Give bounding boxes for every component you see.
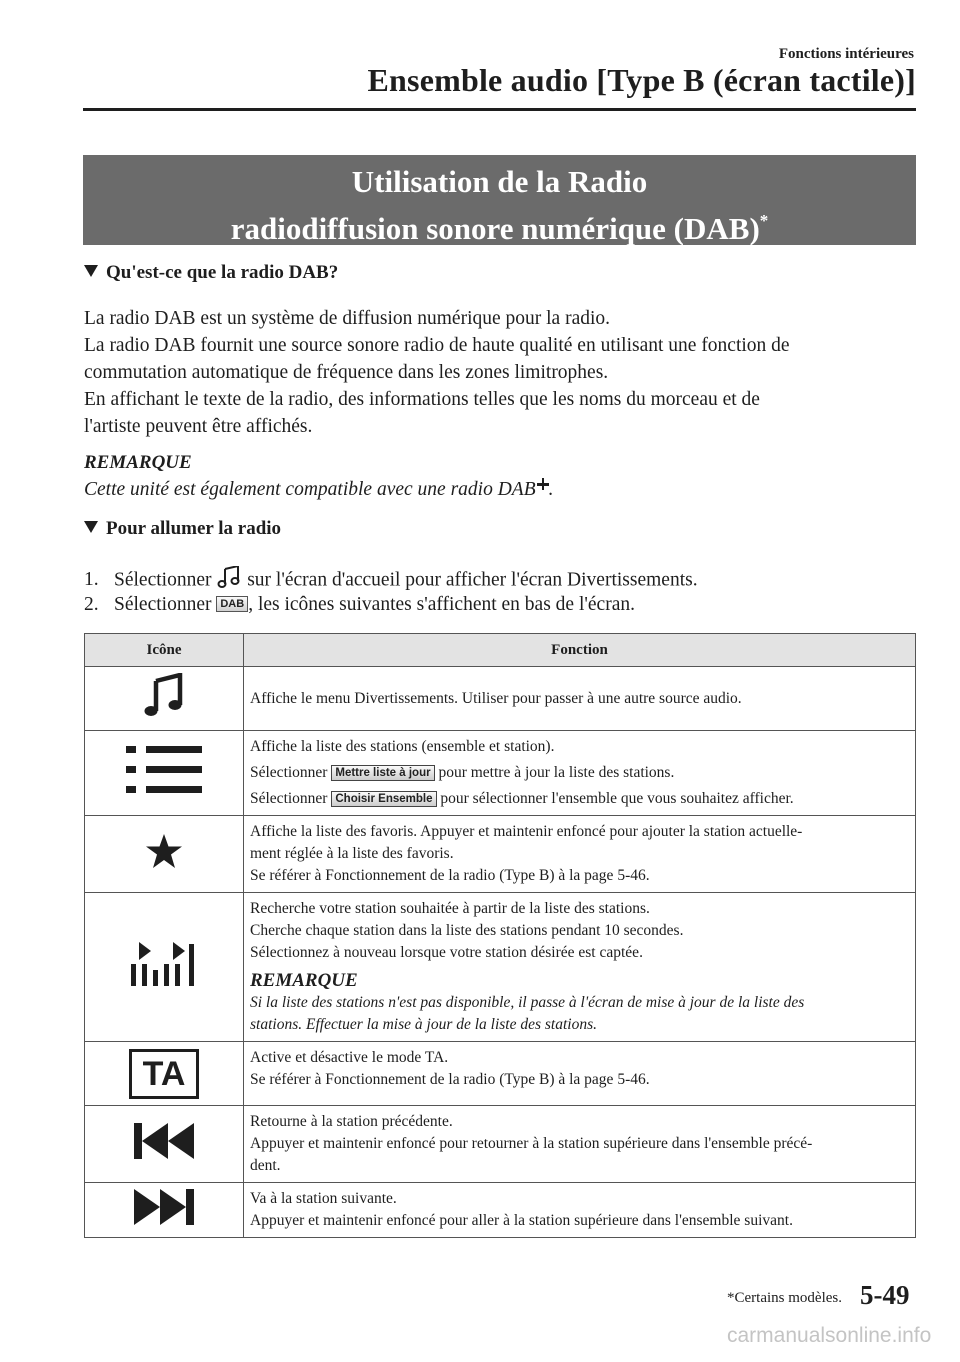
table-header-row <box>85 634 916 667</box>
intro-line: La radio DAB fournit une source sonore radio de haute qualité en utilisant une fonction de <box>84 335 790 356</box>
intro-line: l'artiste peuvent être affichés. <box>84 416 313 437</box>
step-text: Sélectionner <box>114 569 212 591</box>
remark-title: REMARQUE <box>84 452 192 473</box>
intro-line: La radio DAB est un système de diffusion numérique pour la radio. <box>84 308 611 329</box>
step-number: 1. <box>84 569 99 591</box>
column-header-function: Fonction <box>244 634 916 667</box>
function-text: Sélectionner <box>250 790 328 807</box>
function-line: Va à la station suivante. <box>250 1190 397 1207</box>
step-number: 2. <box>84 594 99 615</box>
skip-next-icon <box>85 1183 244 1238</box>
table-row <box>85 1106 916 1183</box>
function-line: Se référer à Fonctionnement de la radio (Type B) à la page 5-46. <box>250 867 650 884</box>
dab-button-image: DAB <box>216 596 248 612</box>
function-line: Cherche chaque station dans la liste des stations pendant 10 secondes. <box>250 922 684 939</box>
remark-line: Si la liste des stations n'est pas disponible, il passe à l'écran de mise à jour de la liste des <box>250 994 805 1011</box>
function-line: Appuyer et maintenir enfoncé pour retourner à la station supérieure dans l'ensemble précé- <box>250 1135 813 1152</box>
function-line: Se référer à Fonctionnement de la radio (Type B) à la page 5-46. <box>250 1071 650 1088</box>
remark-line: stations. Effectuer la mise à jour de la liste des stations. <box>250 1016 598 1033</box>
update-list-button-image: Mettre liste à jour <box>331 765 434 781</box>
table-row <box>85 816 916 893</box>
intro-line: commutation automatique de fréquence dans les zones limitrophes. <box>84 362 609 383</box>
function-text: pour mettre à jour la liste des stations. <box>438 764 675 781</box>
heading-turn-on-radio-text: Pour allumer la radio <box>106 518 282 539</box>
page-title: Ensemble audio [Type B (écran tactile)] <box>367 62 916 98</box>
ta-icon-label: TA <box>129 1049 199 1099</box>
step-text: Sélectionner <box>114 594 212 615</box>
header-rule <box>83 108 916 111</box>
function-cell <box>244 1106 916 1183</box>
heading-what-is-dab-text: Qu'est-ce que la radio DAB? <box>106 262 339 283</box>
page-number: 5-49 <box>860 1280 910 1310</box>
step-1 <box>84 566 698 596</box>
function-line: Affiche la liste des stations (ensemble et station). <box>250 738 555 755</box>
intro-paragraph <box>84 305 924 440</box>
table-row <box>85 1183 916 1238</box>
banner-line2 <box>83 201 916 249</box>
banner-line2-text: radiodiffusion sonore numérique (DAB) <box>230 211 760 246</box>
step-text: sur l'écran d'accueil pour afficher l'écran Divertissements. <box>247 569 698 591</box>
heading-what-is-dab <box>84 262 338 284</box>
table-row <box>85 667 916 731</box>
step-2 <box>84 594 635 616</box>
scan-icon <box>85 893 244 1042</box>
function-line: Sélectionnez à nouveau lorsque votre station désirée est captée. <box>250 944 643 961</box>
music-note-icon <box>216 566 242 596</box>
table-row <box>85 893 916 1042</box>
choose-ensemble-button-image: Choisir Ensemble <box>331 791 436 807</box>
function-cell <box>244 1042 916 1106</box>
plus-icon <box>537 478 549 490</box>
function-line: ment réglée à la liste des favoris. <box>250 845 454 862</box>
star-icon <box>85 816 244 893</box>
remark-text-end: . <box>548 479 554 500</box>
table-row <box>85 731 916 816</box>
function-cell: Affiche le menu Divertissements. Utiliser pour passer à une autre source audio. <box>244 667 916 731</box>
step-text: , les icônes suivantes s'affichent en bas de l'écran. <box>248 594 635 615</box>
remark-text <box>84 478 554 501</box>
function-line: dent. <box>250 1157 281 1174</box>
banner-asterisk: * <box>759 211 769 230</box>
function-line <box>250 762 909 784</box>
table-row <box>85 1042 916 1106</box>
ta-icon <box>85 1042 244 1106</box>
section-banner <box>83 155 916 245</box>
header-section: Fonctions intérieures <box>778 46 914 62</box>
function-cell <box>244 893 916 1042</box>
function-text: Sélectionner <box>250 764 328 781</box>
triangle-icon <box>84 521 98 533</box>
footnote: *Certains modèles. <box>727 1290 842 1306</box>
function-line: Recherche votre station souhaitée à partir de la liste des stations. <box>250 900 650 917</box>
intro-line: En affichant le texte de la radio, des informations telles que les noms du morceau et de <box>84 389 760 410</box>
banner-line1: Utilisation de la Radio <box>351 164 648 199</box>
function-cell <box>244 1183 916 1238</box>
function-line <box>250 788 909 810</box>
function-line: Appuyer et maintenir enfoncé pour aller à la station supérieure dans l'ensemble suivant. <box>250 1212 793 1229</box>
music-note-icon <box>85 667 244 731</box>
remark-title: REMARQUE <box>250 970 358 991</box>
function-line: Active et désactive le mode TA. <box>250 1049 449 1066</box>
heading-turn-on-radio <box>84 518 281 540</box>
function-cell <box>244 816 916 893</box>
triangle-icon <box>84 265 98 277</box>
remark-text-content: Cette unité est également compatible avec une radio DAB <box>84 479 536 500</box>
function-cell <box>244 731 916 816</box>
skip-previous-icon <box>85 1106 244 1183</box>
column-header-icon: Icône <box>85 634 244 667</box>
function-text: pour sélectionner l'ensemble que vous souhaitez afficher. <box>440 790 794 807</box>
watermark: carmanualsonline.info <box>727 1324 932 1347</box>
list-icon <box>85 731 244 816</box>
icon-function-table <box>84 633 916 1238</box>
function-line: Retourne à la station précédente. <box>250 1113 453 1130</box>
function-line: Affiche la liste des favoris. Appuyer et maintenir enfoncé pour ajouter la station actuelle- <box>250 823 803 840</box>
